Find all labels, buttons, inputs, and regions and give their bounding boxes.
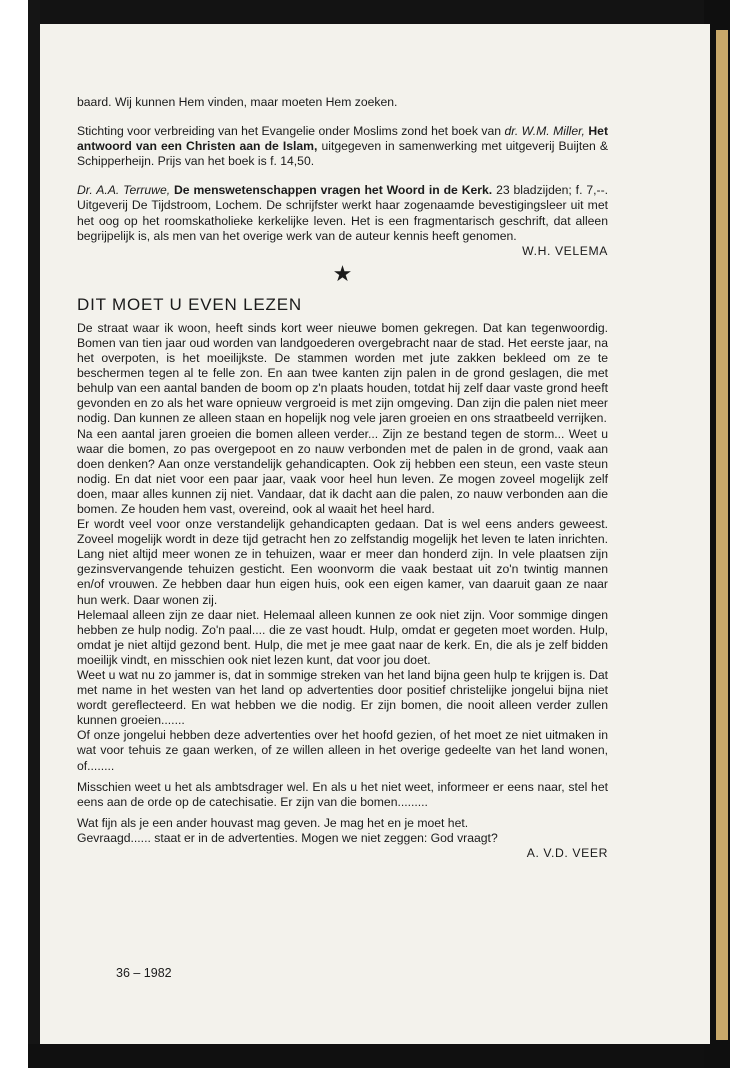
review-signature: W.H. VELEMA xyxy=(522,243,608,258)
scan-border-bottom xyxy=(28,1044,730,1068)
article-paragraph: De straat waar ik woon, heeft sinds kort weer nieuwe bomen gekregen. Dat kan tegenwoordig. Bomen van tien jaar oud worden van landgoederen overgebracht naar de stad. Het eerste jaar, na het overpoten, is het moeilijkste. De stammen worden met jute zakken bekleed om ze te beschermen tegen al te felle zon. En aan twee kanten zijn palen in de grond geslagen, die met behulp van een aantal banden de boom op z'n plaats houden, totdat hij zelf daar vaste grond heeft gevonden en zo als het ware opnieuw vergroeid is met zijn omgeving. Dan zijn die palen niet meer nodig. Dan kunnen ze alleen staan en hopelijk nog vele jaren groeien en ons straatbeeld verrijken. xyxy=(77,320,608,426)
page-edge-strip xyxy=(716,30,728,1040)
scan-border-top xyxy=(28,0,730,24)
scan-border-left xyxy=(28,0,40,1068)
article-paragraph: Er wordt veel voor onze verstandelijk gehandicapten gedaan. Dat is wel eens anders geweest. Zoveel mogelijk wordt in deze tijd getracht hen zo zelfstandig mogelijk het leven te laten inrichten. Lang niet altijd meer wonen ze in tehuizen, waar er meer dan honderd zijn. In vele plaatsen zijn gezinsvervangende tehuizen gesticht. Een woonvorm die vaak bestaat uit zo'n twintig mannen en/of vrouwen. Ze hebben daar hun eigen huis, ook een eigen kamer, van daaruit gaan ze naar hun werk. Daar wonen zij. xyxy=(77,517,608,607)
review-terruwe xyxy=(77,183,608,243)
review-terruwe-rest: 23 bladzijden; f. 7,--. Uitgeverij De Tijdstroom, Lochem. De schrijfster werkt haar zogenaamde bevestigingsleer uit met het oog op het roomskatholieke kerkelijke leven. Het is een fragmentarisch geschrift, dat alleen begrijpelijk is, als men van het overige werk van de auteur kennis heeft genomen. xyxy=(77,183,609,243)
closing-line: Gevraagd...... staat er in de advertenties. Mogen we niet zeggen: God vraagt? xyxy=(77,830,498,845)
review-miller-author: dr. W.M. Miller, xyxy=(504,124,585,139)
page-content xyxy=(77,95,608,861)
article-paragraph: Misschien weet u het als ambtsdrager wel. En als u het niet weet, informeer er eens naar, stel het eens aan de orde op de catechisatie. Er zijn van die bomen......... xyxy=(77,779,608,809)
review-terruwe-title: De menswetenschappen vragen het Woord in de Kerk. xyxy=(174,183,493,198)
review-terruwe-author: Dr. A.A. Terruwe, xyxy=(77,183,171,198)
review-miller xyxy=(77,124,608,169)
article-signature: A. V.D. VEER xyxy=(526,846,608,861)
page-footer: 36 – 1982 xyxy=(116,966,172,980)
top-line: baard. Wij kunnen Hem vinden, maar moeten Hem zoeken. xyxy=(77,95,398,109)
article-paragraph: Weet u wat nu zo jammer is, dat in sommige streken van het land bijna geen hulp te krijgen is. Dat met name in het westen van het land op advertenties door positief christelijke jongelui bijna niet wordt gereflecteerd. En wat hebben we die nodig. Er zijn bomen, die nooit alleen verder zullen kunnen groeien....... xyxy=(77,668,608,728)
review-miller-title: Het antwoord van een Christen aan de Islam, xyxy=(77,124,609,154)
review-miller-lead: Stichting voor verbreiding van het Evangelie onder Moslims zond het boek van xyxy=(77,124,505,139)
article-paragraph: Of onze jongelui hebben deze advertenties over het hoofd gezien, of het moet ze niet uitmaken in wat voor tehuis ze gaan werken, of ze willen alleen in het overige gedeelte van het land wonen, of........ xyxy=(77,728,608,773)
article-paragraph: Helemaal alleen zijn ze daar niet. Helemaal alleen kunnen ze ook niet zijn. Voor sommige dingen hebben ze hulp nodig. Zo'n paal.... die ze vast houdt. Hulp, omdat er gegeten moet worden. Hulp, omdat je niet altijd gezond bent. Hulp, die met je mee gaat naar de kerk. En, die als je zelf bidden moeilijk vindt, en misschien ook niet lezen kunt, dat voor jou doet. xyxy=(77,607,608,667)
article-paragraph: Na een aantal jaren groeien die bomen alleen verder... Zijn ze bestand tegen de storm... Weet u waar die bomen, zo pas overgepoot en zo nauw verbonden met de palen in de grond, vaak aan doen denken? Aan onze verstandelijk gehandicapten. Ook zij hebben een steun, een vaste steun nodig. En dat niet voor een paar jaar, vaak voor heel hun leven. Ze mogen zoveel mogelijk zelf doen, maar alles kunnen zij niet. Vandaar, dat ik dacht aan die palen, zo nauw verbonden aan die bomen. Ze houden hem vast, overeind, ook al waait het heel hard. xyxy=(77,426,608,516)
review-miller-rest: uitgegeven in samenwerking met uitgeverij Buijten & Schipperheijn. Prijs van het boek is f. 14,50. xyxy=(77,139,608,169)
closing-line: Wat fijn als je een ander houvast mag geven. Je mag het en je moet het. xyxy=(77,815,469,830)
article-heading: DIT MOET U EVEN LEZEN xyxy=(77,294,302,314)
star-separator-icon: ★ xyxy=(332,260,353,286)
